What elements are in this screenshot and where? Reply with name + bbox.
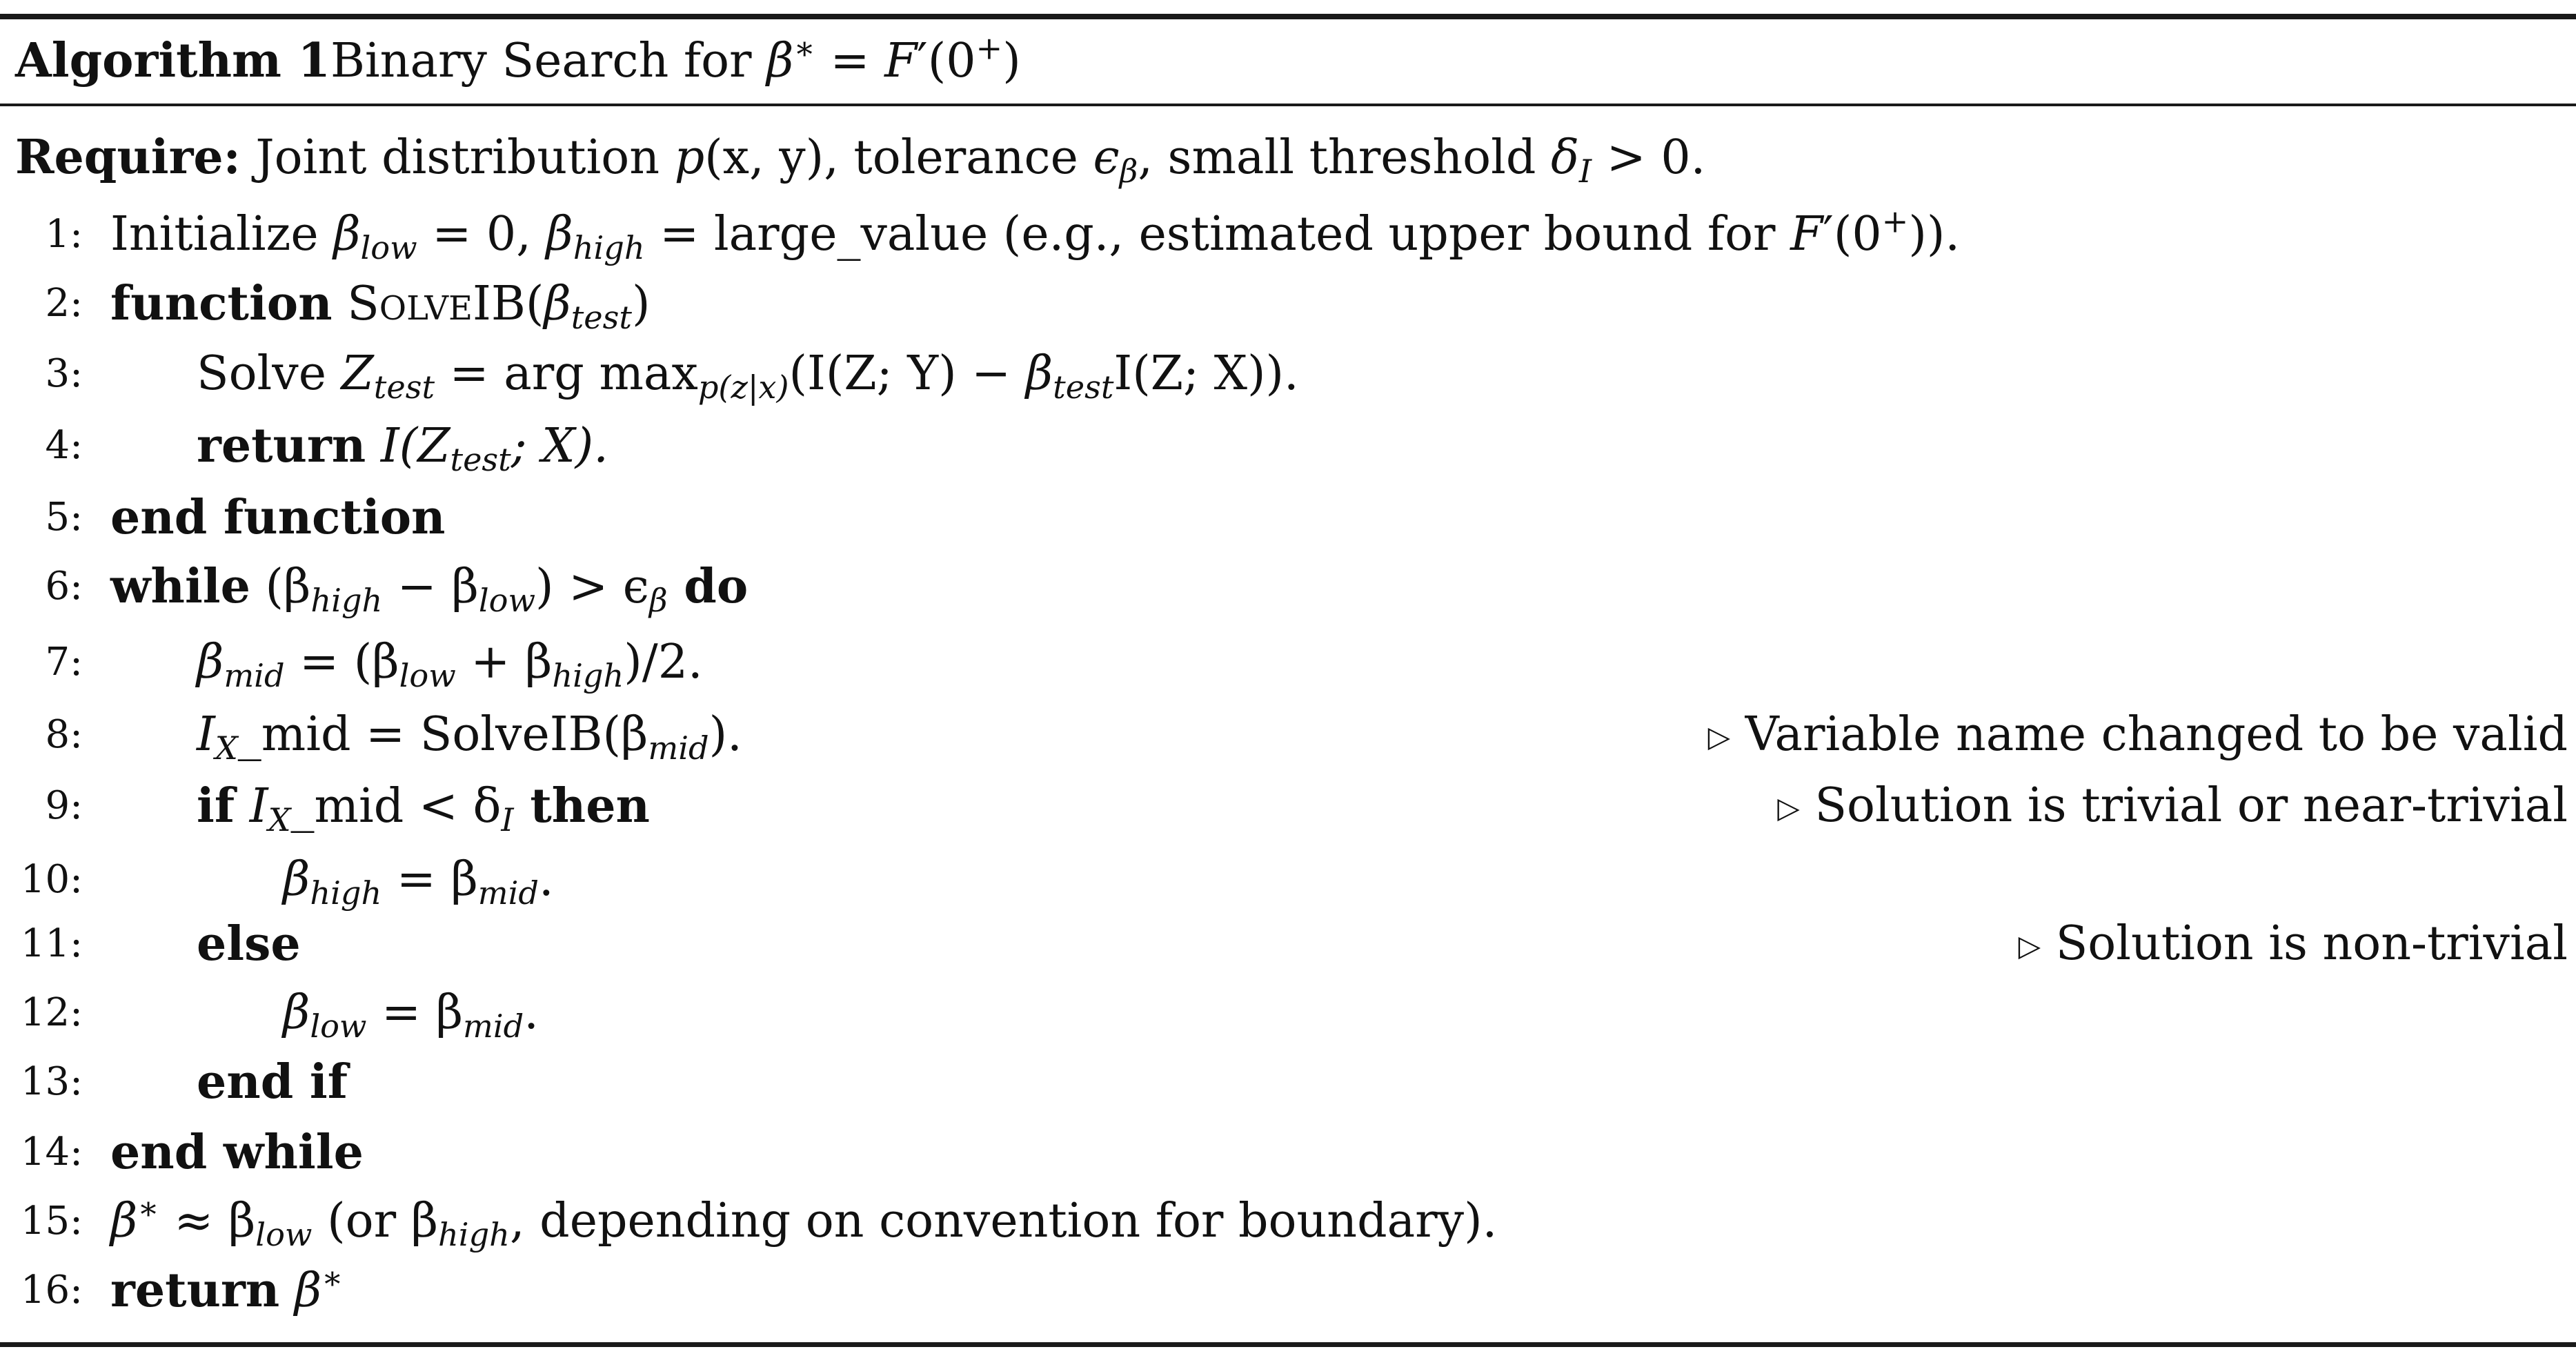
algorithm-line-8: 8: $I_X\_mid$ = $SolveIB(\beta_{mid})$. ▷ Variable name changed to be valid: [0, 700, 2576, 769]
algorithm-line-10: 10: $\beta_{high} = \beta_{mid}$.: [0, 845, 2576, 914]
algorithm-line-15: 15: $\beta^∗ \approx \beta_{low}$ (or $\beta_{high}$, depending on convention for boundary).: [0, 1187, 2576, 1256]
top-rule: [0, 14, 2576, 19]
line-number: 8:: [45, 712, 83, 757]
algorithm-line-13: 13: end if: [0, 1048, 2576, 1117]
line-number: 12:: [20, 990, 83, 1035]
line-number: 2:: [45, 281, 83, 326]
line-number: 15:: [20, 1199, 83, 1244]
comment: ▷ Variable name changed to be valid: [1707, 707, 2568, 762]
line-number: 4:: [45, 423, 83, 468]
bottom-rule: [0, 1342, 2576, 1347]
title-rule: [0, 104, 2576, 106]
triangle-right-icon: ▷: [1707, 719, 1730, 754]
algorithm-title: Algorithm 1Binary Search for β∗ = F′(0+): [15, 29, 1021, 88]
triangle-right-icon: ▷: [1777, 790, 1800, 825]
line-number: 13:: [20, 1059, 83, 1104]
algorithm-line-3: 3: Solve $Z_{test}$ = arg $\max_{p(z|x)}(I(Z$; $Y) - \beta_{test}I(Z$; X)).: [0, 340, 2576, 409]
algorithm-label: Algorithm 1: [15, 33, 330, 88]
line-number: 10:: [20, 857, 83, 902]
line-number: 6:: [45, 564, 83, 609]
algorithm-line-4: 4: return $I(Z_{test}$; X).: [0, 411, 2576, 480]
line-number: 16:: [20, 1268, 83, 1313]
require-line: Require: Joint distribution p(x, y), tolerance $\epsilon_\beta$, small threshold $\delta_I > 0$.: [15, 130, 1706, 190]
algorithm-line-9: 9: if $I_X\_mid < \delta_I$ then ▷ Solution is trivial or near-trivial: [0, 772, 2576, 841]
comment: ▷ Solution is non-trivial: [2018, 916, 2568, 971]
line-number: 7:: [45, 640, 83, 685]
algorithm-line-5: 5: end function: [0, 483, 2576, 552]
triangle-right-icon: ▷: [2018, 928, 2041, 963]
algorithm-line-11: 11: else ▷ Solution is non-trivial: [0, 910, 2576, 979]
line-number: 5:: [45, 495, 83, 540]
algorithm-line-1: 1: Initialize $\beta_{low} = 0$, $\beta_{high}$ = large_value (e.g., estimated upper bound for F′(0+)).: [0, 200, 2576, 269]
algorithm-line-12: 12: $\beta_{low} = \beta_{mid}$.: [0, 979, 2576, 1048]
algorithm-line-2: 2: function $SolveIB(\beta_{test})$: [0, 269, 2576, 338]
line-number: 9:: [45, 783, 83, 828]
function-name: SolveIB: [347, 277, 526, 331]
line-number: 1:: [45, 212, 83, 257]
algorithm-line-7: 7: $\beta_{mid} = (\beta_{low} + \beta_{high})/2$.: [0, 628, 2576, 697]
algorithm-line-16: 16: return β∗: [0, 1256, 2576, 1325]
algorithm-line-6: 6: while $(\beta_{high} - \beta_{low}) > \epsilon_\beta$ do: [0, 552, 2576, 621]
algorithm-line-14: 14: end while: [0, 1118, 2576, 1187]
line-number: 14:: [20, 1130, 83, 1175]
line-number: 11:: [20, 921, 83, 966]
line-number: 3:: [45, 351, 83, 396]
comment: ▷ Solution is trivial or near-trivial: [1777, 778, 2568, 833]
